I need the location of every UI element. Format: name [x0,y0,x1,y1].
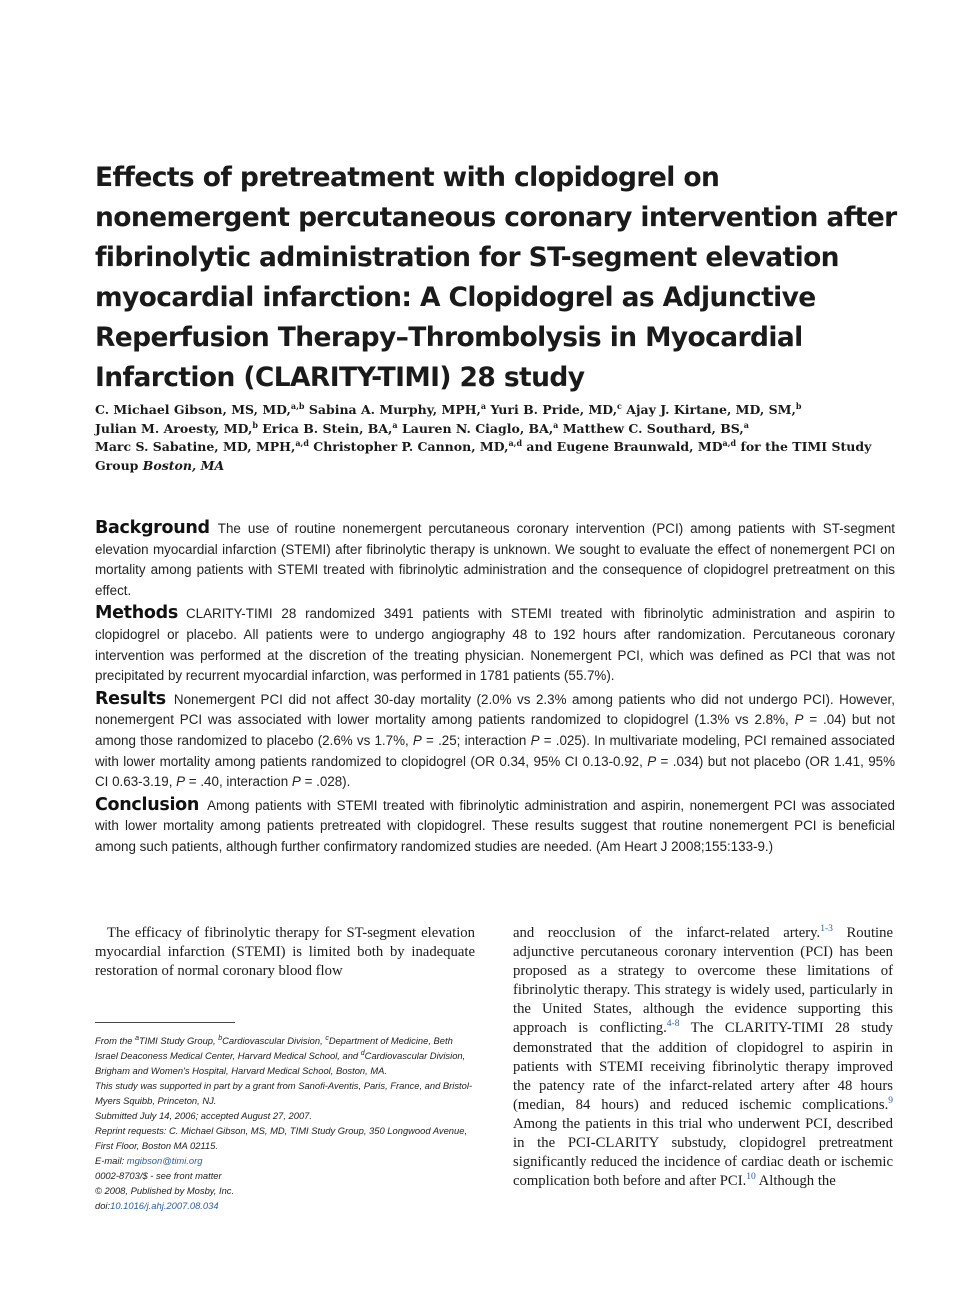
abstract-methods [95,603,895,686]
affiliation-sup: a [553,419,559,430]
section-heading: Background [95,518,210,538]
article-title [95,158,905,398]
footnote-issn: 0002-8703/$ - see front matter [95,1170,222,1181]
footnote-text: TIMI Study Group, [139,1035,219,1046]
author: Matthew C. Southard, BS, [562,420,744,436]
footnote-email [95,1153,477,1168]
email-link[interactable]: mgibson@timi.org [126,1155,203,1166]
affiliation-sup: c [325,1034,329,1042]
abstract [95,518,895,860]
affiliation-sup: d [360,1049,365,1057]
affiliation-sup: a,d [508,438,523,449]
author: Lauren N. Ciaglo, BA, [401,420,554,436]
affiliation-sup: b [252,419,258,430]
footnote-support: This study was supported in part by a grant from Sanofi-Aventis, Paris, France, and Bristol-Myers Squibb, Princeton, NJ. [95,1080,473,1106]
footnote-text: Department of Medicine, Beth Israel Deaconess Medical Center, Harvard Medical School, and [95,1035,453,1061]
abstract-conclusion [95,795,895,858]
footnote-divider [95,1022,235,1023]
abstract-background [95,518,895,601]
author: Sabina A. Murphy, MPH, [308,402,481,417]
title-line: Reperfusion Therapy–Thrombolysis in Myocardial [95,322,803,353]
affiliation-sup: a,d [722,438,737,449]
affiliation-sup: a [392,419,398,430]
footnote-text: From the [95,1035,136,1046]
study-group: Group [95,457,139,473]
title-line: fibrinolytic administration for ST-segment elevation [95,242,839,273]
footnote-reprint: Reprint requests: C. Michael Gibson, MS, MD, TIMI Study Group, 350 Longwood Avenue, First Floor, Boston MA 02115. [95,1125,468,1151]
section-text: Nonemergent PCI did not affect 30-day mortality (2.0% vs 2.3% among patients who did not undergo PCI). However, nonemergent PCI was associated with lower mortality among patients randomized to clopidogrel (1.3% vs 2.8%, [95,691,895,728]
body-paragraph: The efficacy of fibrinolytic therapy for ST-segment elevation myocardial infarction (STEMI) is limited both by inadequate restoration of normal coronary blood flow [95,925,475,980]
section-heading: Conclusion [95,794,200,815]
author-line [95,457,895,476]
footnote-text: E-mail: [95,1155,127,1166]
body-text: Although the [755,1173,836,1190]
body-column-left [95,924,475,981]
p-symbol: P [530,732,540,748]
body-paragraph [513,924,893,1191]
p-symbol: P [412,732,422,748]
author-location: Boston, MA [142,457,225,473]
p-symbol: P [176,774,186,790]
reference-link[interactable]: 4-8 [666,1019,680,1030]
author: Christopher P. Cannon, MD, [313,439,509,455]
section-text: = .028). [300,774,351,790]
author: Erica B. Stein, BA, [262,420,393,436]
p-symbol: P [794,712,804,728]
section-text: = .025). In multivariate modeling, PCI remained associated with lower mortality among patients randomized to clopidogrel (OR 0.34, 95% CI 0.13-0.92, [95,732,895,769]
author: Julian M. Aroesty, MD, [95,420,253,436]
reference-link[interactable]: 9 [888,1095,893,1106]
title-line: myocardial infarction: A Clopidogrel as Adjunctive [95,282,816,313]
footnote-affiliations [95,1033,477,1078]
author-list [95,401,895,475]
affiliation-sup: b [218,1034,223,1042]
p-symbol: P [647,753,657,769]
section-text: = .04) but not among those randomized to placebo (2.6% vs 1.7%, [95,712,895,748]
doi-link[interactable]: 10.1016/j.ahj.2007.08.034 [110,1200,219,1211]
title-line: nonemergent percutaneous coronary intervention after [95,202,897,233]
author-line [95,438,895,457]
footnote-text: Cardiovascular Division, [222,1035,326,1046]
section-text: = .25; interaction [421,732,531,748]
section-text: Among patients with STEMI treated with fibrinolytic administration and aspirin, nonemergent PCI was associated with lower mortality among patients pretreated with clopidogrel. These results suggest that routine nonemergent PCI is beneficial among such patients, although further confirmatory randomized studies are needed. (Am Heart J 2008;155:133-9.) [95,797,895,854]
section-heading: Methods [95,603,178,624]
section-text: = .034) but not placebo (OR 1.41, 95% CI 0.63-3.19, [95,753,895,790]
study-group: for the TIMI Study [740,439,872,455]
p-symbol: P [291,774,301,790]
author: and Eugene Braunwald, MD [526,439,723,455]
footnote-doi [95,1198,477,1213]
footnotes [95,1033,477,1213]
affiliation-sup: a [480,400,487,411]
author-line [95,420,895,439]
body-column-right [513,924,893,1191]
section-text: = .40, interaction [185,774,292,790]
body-text: The CLARITY-TIMI 28 study demonstrated that the addition of clopidogrel to aspirin in patients with STEMI receiving fibrinolytic therapy improved the patency rate of the infarct-related artery after 48 hours (median, 84 hours) and reduced ischemic complications. [513,1020,893,1113]
footnote-text: Cardiovascular Division, Brigham and Women's Hospital, Harvard Medical School, Boston, MA. [95,1050,466,1076]
author: C. Michael Gibson, MS, MD, [95,402,291,417]
affiliation-sup: a,b [290,400,305,411]
title-line: Infarction (CLARITY-TIMI) 28 study [95,362,585,393]
author: Yuri B. Pride, MD, [490,402,618,417]
body-text: Routine adjunctive percutaneous coronary intervention (PCI) has been proposed as a strategy to overcome these limitations of fibrinolytic therapy. This strategy is widely used, particularly in the United States, although the evidence supporting this approach is conflicting. [513,925,893,1037]
affiliation-sup: c [617,400,622,411]
author-line [95,401,895,420]
body-text: and reocclusion of the infarct-related artery. [513,925,821,941]
footnote-copyright: © 2008, Published by Mosby, Inc. [95,1185,235,1196]
title-line: Effects of pretreatment with clopidogrel on [95,162,720,193]
affiliation-sup: b [795,400,802,411]
section-text: CLARITY-TIMI 28 randomized 3491 patients with STEMI treated with fibrinolytic administration and aspirin to clopidogrel or placebo. All patients were to undergo angiography 48 to 192 hours after randomization. Percutaneous coronary intervention was performed at the discretion of the treating physician. Nonemergent PCI, which was defined as PCI that was not precipitated by recurrent myocardial infarction, was performed in 1781 patients (55.7%). [95,606,895,684]
section-text: The use of routine nonemergent percutaneous coronary intervention (PCI) among patients with ST-segment elevation myocardial infarction (STEMI) after fibrinolytic therapy is unknown. We sought to evaluate the effect of nonemergent PCI on mortality among patients with STEMI treated with fibrinolytic administration and the consequence of clopidogrel pretreatment on this effect. [95,521,895,598]
footnote-submitted: Submitted July 14, 2006; accepted August 27, 2007. [95,1110,312,1121]
section-heading: Results [95,688,166,709]
abstract-results [95,689,895,793]
affiliation-sup: a [743,419,749,430]
author: Marc S. Sabatine, MD, MPH, [95,439,296,455]
author: Ajay J. Kirtane, MD, SM, [626,402,796,417]
reference-link[interactable]: 10 [746,1172,756,1183]
body-text: Among the patients in this trial who underwent PCI, described in the PCI-CLARITY substudy, clopidogrel pretreatment significantly reduced the incidence of cardiac death or ischemic complication both before and after PCI. [513,1115,893,1190]
affiliation-sup: a,d [295,438,309,449]
footnote-text: doi: [95,1200,111,1211]
affiliation-sup: a [135,1034,140,1042]
reference-link[interactable]: 1-3 [820,924,833,935]
